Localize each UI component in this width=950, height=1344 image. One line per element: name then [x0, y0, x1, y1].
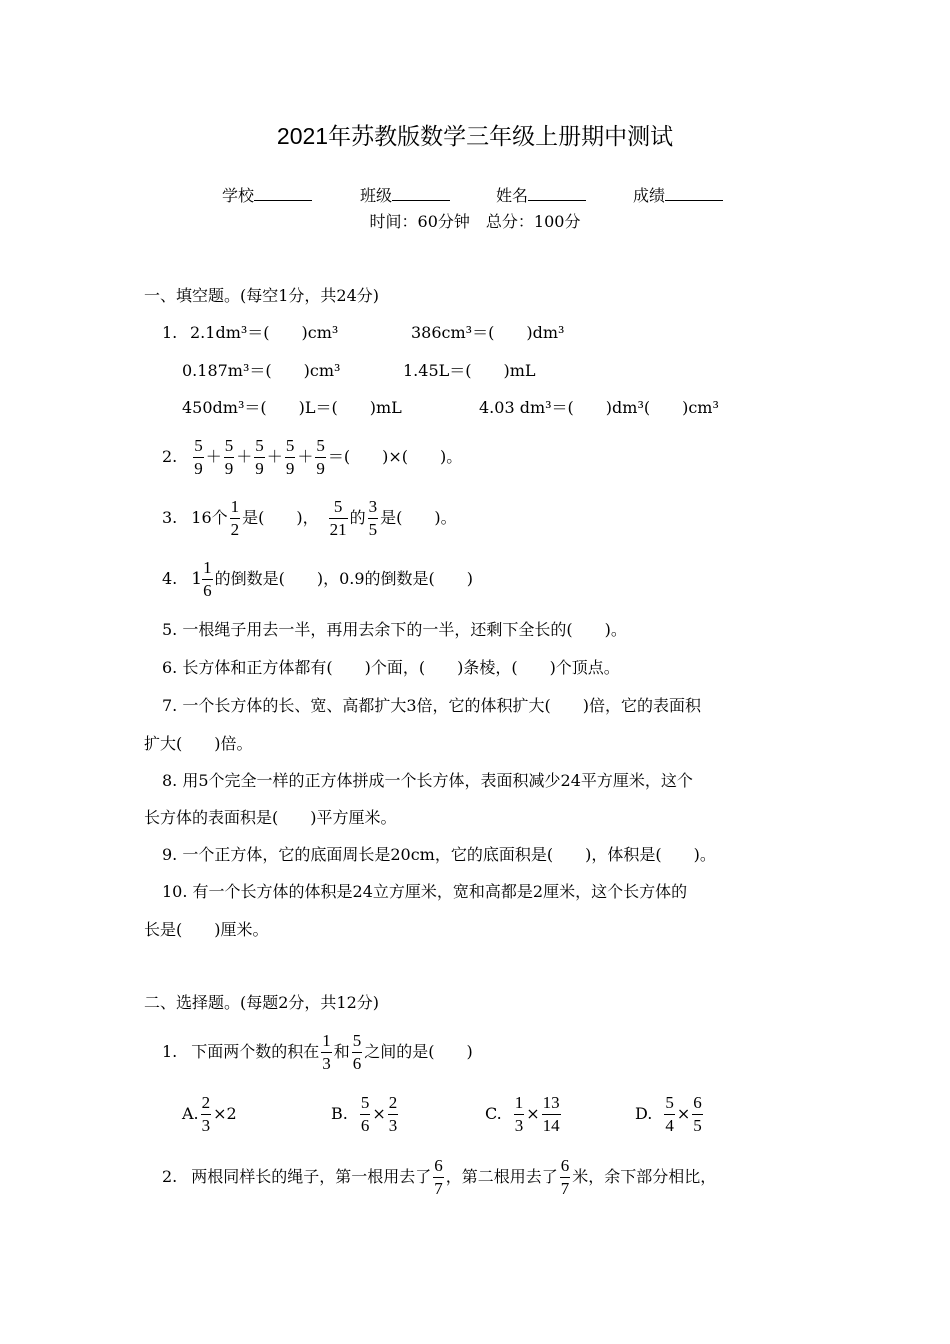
option-c-frac-2: $\frac{13}{14}$	[542, 1092, 560, 1135]
q1-item-f: 4.03 dm³＝( )dm³( )cm³	[479, 398, 719, 417]
q1-item-b: 386cm³＝( )dm³	[411, 323, 565, 342]
option-d-label: D.	[635, 1104, 653, 1123]
option-d-frac-2: $\frac{6}{5}$	[693, 1092, 702, 1135]
q3-frac-1: $\frac{1}{2}$	[230, 496, 240, 539]
times-sign: ×	[372, 1104, 386, 1123]
class-field	[360, 183, 450, 206]
q1-item-a: 2.1dm³＝( )cm³	[190, 323, 339, 342]
q9: 9. 一个正方体，它的底面周长是20cm，它的底面积是( )，体积是( )。	[162, 845, 716, 864]
option-c[interactable]	[485, 1092, 563, 1136]
q3-mid: 是( )，	[242, 508, 319, 527]
class-label: 班级	[360, 188, 393, 205]
score-blank[interactable]	[665, 186, 723, 201]
q1-item-d: 1.45L＝( )mL	[403, 361, 536, 380]
plus-sign: ＋	[205, 447, 222, 466]
page-title: 2021年苏教版数学三年级上册期中测试	[276, 123, 674, 149]
school-label: 学校	[222, 188, 255, 205]
s2-q2-mid: ，第二根用去了	[445, 1167, 558, 1186]
q2-line	[162, 435, 462, 479]
q2-frac-1: $\frac{5}{9}$	[194, 435, 203, 478]
q4-frac: $\frac{1}{6}$	[203, 557, 212, 600]
s2-q1-line	[162, 1030, 473, 1074]
q7-line1: 7. 一个长方体的长、宽、高都扩大3倍，它的体积扩大( )倍，它的表面积	[162, 696, 702, 715]
q2-frac-5: $\frac{5}{9}$	[316, 435, 325, 478]
score-label: 成绩	[633, 188, 666, 205]
plus-sign: ＋	[266, 447, 283, 466]
q2-frac-2: $\frac{5}{9}$	[224, 435, 234, 478]
q4-tail: 的倒数是( )，0.9的倒数是( )	[214, 569, 474, 588]
option-b-label: B.	[331, 1104, 348, 1123]
times-sign: ×	[526, 1104, 540, 1123]
q6: 6. 长方体和正方体都有( )个面，( )条棱，( )个顶点。	[162, 658, 620, 677]
option-b-frac-1: $\frac{5}{6}$	[360, 1092, 370, 1135]
plus-sign: ＋	[297, 447, 314, 466]
class-blank[interactable]	[392, 186, 450, 201]
q7-line2: 扩大( )倍。	[144, 734, 253, 753]
plus-sign: ＋	[236, 447, 253, 466]
q3-frac-2: $\frac{5}{21}$	[329, 496, 347, 539]
option-a-tail: ×2	[213, 1104, 237, 1123]
q2-tail: ＝( )×( )。	[327, 447, 463, 466]
q3-tail: 是( )。	[380, 508, 457, 527]
s2-q2-frac-1: $\frac{6}{7}$	[434, 1155, 443, 1198]
q3-pre: 16个	[191, 508, 228, 527]
q1-item-c: 0.187m³＝( )cm³	[182, 361, 341, 380]
option-d-frac-1: $\frac{5}{4}$	[665, 1092, 674, 1135]
s2-q2-line	[162, 1155, 716, 1199]
s2-q1-frac-2: $\frac{5}{6}$	[352, 1030, 362, 1073]
q4-num: 4.	[162, 569, 178, 588]
option-b-frac-2: $\frac{2}{3}$	[388, 1092, 398, 1135]
school-blank[interactable]	[254, 186, 312, 201]
q1-item-e: 450dm³＝( )L＝( )mL	[182, 398, 402, 417]
option-d[interactable]	[635, 1092, 705, 1136]
q10-line2: 长是( )厘米。	[144, 920, 269, 939]
name-label: 姓名	[496, 188, 529, 205]
q3-frac-3: $\frac{3}{5}$	[368, 496, 378, 539]
q3-line	[162, 496, 457, 540]
s2-q2-tail: 米，余下部分相比，	[572, 1167, 717, 1186]
s2-q2-pre: 两根同样长的绳子，第一根用去了	[191, 1167, 432, 1186]
section2-heading: 二、选择题。(每题2分，共12分)	[144, 993, 380, 1012]
name-field	[496, 183, 586, 206]
s2-q1-and: 和	[333, 1042, 350, 1061]
q5: 5. 一根绳子用去一半，再用去余下的一半，还剩下全长的( )。	[162, 620, 627, 639]
q8-line2: 长方体的表面积是( )平方厘米。	[144, 808, 397, 827]
option-c-label: C.	[485, 1104, 502, 1123]
score-field	[633, 183, 723, 206]
q1-num: 1.	[162, 323, 178, 342]
option-b[interactable]	[331, 1092, 400, 1136]
q3-of: 的	[349, 508, 366, 527]
s2-q1-frac-1: $\frac{1}{3}$	[322, 1030, 331, 1073]
q10-line1: 10. 有一个长方体的体积是24立方厘米，宽和高都是2厘米，这个长方体的	[162, 882, 688, 901]
section1-heading: 一、填空题。(每空1分，共24分)	[144, 286, 380, 305]
q2-num: 2.	[162, 447, 178, 466]
s2-q1-tail: 之间的是( )	[364, 1042, 473, 1061]
times-sign: ×	[676, 1104, 691, 1123]
q3-num: 3.	[162, 508, 178, 527]
name-blank[interactable]	[528, 186, 586, 201]
s2-q1-num: 1.	[162, 1042, 178, 1061]
q4-whole: 1	[191, 569, 203, 589]
q4-line	[162, 557, 473, 601]
school-field	[222, 183, 312, 206]
option-a-label: A.	[182, 1104, 199, 1123]
option-a-frac: $\frac{2}{3}$	[201, 1092, 211, 1135]
time-line: 时间：60分钟 总分：100分	[369, 212, 581, 231]
q8-line1: 8. 用5个完全一样的正方体拼成一个长方体，表面积减少24平方厘米，这个	[162, 771, 693, 790]
q2-frac-4: $\frac{5}{9}$	[285, 435, 295, 478]
q2-frac-3: $\frac{5}{9}$	[255, 435, 264, 478]
s2-q2-num: 2.	[162, 1167, 178, 1186]
option-c-frac-1: $\frac{1}{3}$	[514, 1092, 524, 1135]
s2-q2-frac-2: $\frac{6}{7}$	[560, 1155, 570, 1198]
option-a[interactable]	[182, 1092, 237, 1136]
s2-q1-pre: 下面两个数的积在	[191, 1042, 320, 1061]
